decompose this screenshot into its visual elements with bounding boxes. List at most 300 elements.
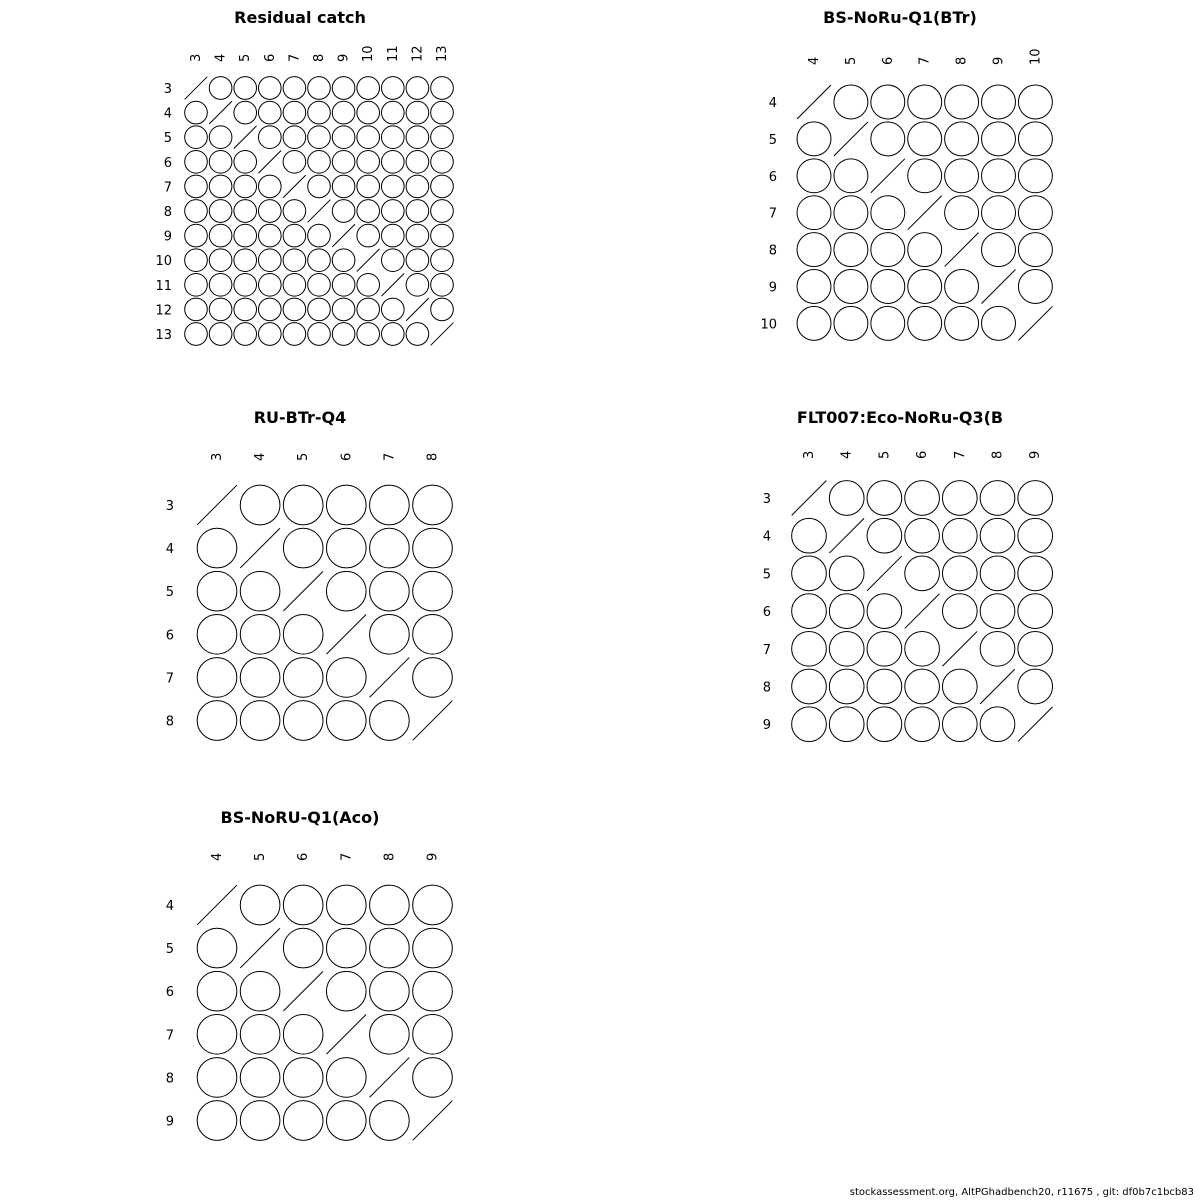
correlation-circle <box>413 1014 453 1054</box>
col-tick-label: 6 <box>915 450 931 459</box>
correlation-circle <box>283 200 306 223</box>
row-tick-label: 8 <box>762 680 771 696</box>
correlation-circle <box>945 122 979 156</box>
correlation-circle <box>381 126 404 149</box>
correlation-circle <box>283 1058 323 1098</box>
correlation-circle <box>942 669 977 704</box>
correlation-circle <box>381 249 404 272</box>
row-tick-label: 7 <box>768 206 777 222</box>
correlation-circle <box>197 658 237 698</box>
col-tick-label: 6 <box>296 852 312 861</box>
correlation-circle <box>332 175 355 198</box>
correlation-circle <box>240 1014 280 1054</box>
correlation-circle <box>829 556 864 591</box>
footer-credit: stockassessment.org, AltPGhadbench20, r11675 , git: df0b7c1bcb83 <box>849 1187 1194 1198</box>
correlation-circle <box>829 631 864 666</box>
correlation-circle <box>905 556 940 591</box>
correlation-circle <box>797 122 831 156</box>
correlation-circle <box>980 556 1015 591</box>
col-tick-label: 7 <box>287 53 303 62</box>
correlation-circle <box>908 85 942 119</box>
correlation-circle <box>370 928 410 968</box>
correlation-circle <box>905 669 940 704</box>
row-tick-label: 4 <box>165 542 174 558</box>
diagonal-mark <box>413 1101 453 1141</box>
correlation-circle <box>258 77 281 100</box>
col-tick-label: 9 <box>991 56 1007 65</box>
diagonal-mark <box>945 233 979 267</box>
correlation-circle <box>234 77 257 100</box>
correlation-circle <box>980 518 1015 553</box>
correlation-circle <box>945 196 979 230</box>
correlation-circle <box>209 200 232 223</box>
correlation-circle <box>234 249 257 272</box>
correlation-circle <box>792 707 827 742</box>
correlation-circle <box>370 885 410 925</box>
correlation-circle <box>406 249 429 272</box>
correlation-circle <box>1018 159 1052 193</box>
correlation-circle <box>240 485 280 525</box>
correlation-circle <box>308 150 331 173</box>
correlation-circle <box>413 658 453 698</box>
correlation-circle <box>1018 518 1053 553</box>
row-tick-label: 4 <box>165 899 174 914</box>
correlation-circle <box>834 233 868 267</box>
correlation-circle <box>240 1101 280 1141</box>
correlation-circle <box>283 928 323 968</box>
correlation-circle <box>413 485 453 525</box>
correlation-circle <box>185 150 208 173</box>
correlation-circle <box>234 200 257 223</box>
correlation-circle <box>381 101 404 124</box>
correlation-circle <box>431 175 454 198</box>
col-tick-label: 8 <box>954 56 970 65</box>
col-tick-label: 8 <box>382 852 398 861</box>
correlation-circle <box>1018 122 1052 156</box>
correlation-circle <box>258 200 281 223</box>
correlation-circle <box>982 85 1016 119</box>
col-tick-label: 8 <box>425 452 441 461</box>
correlation-circle <box>332 77 355 100</box>
row-tick-label: 8 <box>165 714 174 730</box>
row-tick-label: 12 <box>155 303 172 319</box>
correlation-circle <box>406 101 429 124</box>
correlation-circle <box>406 273 429 296</box>
correlation-circle <box>258 298 281 321</box>
row-tick-label: 6 <box>762 605 771 621</box>
diagonal-mark <box>234 126 257 149</box>
col-tick-label: 8 <box>312 53 327 62</box>
correlation-circle <box>1018 481 1053 516</box>
correlation-circle <box>431 77 454 100</box>
col-tick-label: 3 <box>802 450 817 459</box>
col-tick-label: 7 <box>917 56 933 65</box>
correlation-circle <box>308 175 331 198</box>
correlation-circle <box>431 126 454 149</box>
diagonal-mark <box>283 175 306 198</box>
correlation-circle <box>908 306 942 340</box>
correlation-circle <box>942 594 977 629</box>
correlation-circle <box>406 77 429 100</box>
correlation-circle <box>1018 270 1052 304</box>
correlation-circle <box>1018 85 1052 119</box>
row-tick-label: 8 <box>165 1071 174 1087</box>
correlation-circle <box>829 594 864 629</box>
correlation-circle <box>326 928 366 968</box>
correlation-circle <box>209 224 232 247</box>
diagonal-mark <box>326 614 366 654</box>
row-tick-label: 3 <box>163 82 172 97</box>
row-tick-label: 6 <box>163 155 172 171</box>
correlation-circle <box>829 707 864 742</box>
diagonal-mark <box>792 481 827 516</box>
col-tick-label: 13 <box>435 45 450 62</box>
correlation-circle <box>185 175 208 198</box>
correlation-circle <box>326 1058 366 1098</box>
correlation-circle <box>326 885 366 925</box>
correlation-circle <box>283 658 323 698</box>
correlation-circle <box>197 571 237 611</box>
col-tick-label: 7 <box>339 852 355 861</box>
correlation-circle <box>240 885 280 925</box>
correlation-circle <box>357 101 380 124</box>
row-tick-label: 5 <box>165 942 174 958</box>
correlation-circle <box>234 101 257 124</box>
correlation-circle <box>240 1058 280 1098</box>
correlation-circle <box>308 224 331 247</box>
correlation-circle <box>834 196 868 230</box>
col-tick-label: 5 <box>296 452 312 461</box>
correlation-circle <box>1018 233 1052 267</box>
diagonal-mark <box>240 928 280 968</box>
correlation-circle <box>905 631 940 666</box>
correlation-circle <box>413 528 453 568</box>
correlation-circle <box>792 631 827 666</box>
correlation-circle <box>370 614 410 654</box>
col-tick-label: 3 <box>210 452 225 461</box>
correlation-circle <box>905 707 940 742</box>
correlation-circle <box>370 1101 410 1141</box>
row-tick-label: 4 <box>163 106 172 122</box>
diagonal-mark <box>406 298 429 321</box>
correlation-circle <box>829 669 864 704</box>
correlation-circle <box>413 1058 453 1098</box>
diagonal-mark <box>185 77 208 100</box>
row-tick-label: 7 <box>163 180 172 196</box>
diagonal-mark <box>197 885 237 925</box>
col-tick-label: 3 <box>189 53 204 62</box>
diagonal-mark <box>326 1014 366 1054</box>
correlation-circle <box>283 273 306 296</box>
correlation-circle <box>381 323 404 346</box>
correlation-circle <box>370 528 410 568</box>
panel-title: BS-NoRu-Q1(BTr) <box>823 8 977 27</box>
col-tick-label: 9 <box>425 852 441 861</box>
corr-panel-1 <box>155 8 453 345</box>
col-tick-label: 8 <box>990 450 1006 459</box>
correlation-circle <box>234 150 257 173</box>
correlation-circle <box>381 200 404 223</box>
correlation-circle <box>867 707 902 742</box>
correlation-circle <box>283 150 306 173</box>
correlation-circle <box>370 485 410 525</box>
correlation-circle <box>258 249 281 272</box>
correlation-circle <box>258 323 281 346</box>
correlation-circle <box>332 150 355 173</box>
correlation-circle <box>871 122 905 156</box>
correlation-circle <box>258 126 281 149</box>
correlation-circle <box>357 175 380 198</box>
correlation-circle <box>240 614 280 654</box>
correlation-circle <box>942 481 977 516</box>
correlation-circle <box>980 594 1015 629</box>
correlation-circle <box>326 485 366 525</box>
correlation-circle <box>905 518 940 553</box>
correlation-circle <box>1018 631 1053 666</box>
correlation-circle <box>982 159 1016 193</box>
correlation-circle <box>326 571 366 611</box>
correlation-circle <box>834 270 868 304</box>
correlation-circle <box>209 249 232 272</box>
col-tick-label: 10 <box>361 45 377 62</box>
correlation-circle <box>258 175 281 198</box>
correlation-circle <box>308 77 331 100</box>
correlation-circle <box>381 224 404 247</box>
correlation-circle <box>332 298 355 321</box>
correlation-circle <box>234 323 257 346</box>
correlation-circle <box>209 126 232 149</box>
correlation-circle <box>942 518 977 553</box>
row-tick-label: 4 <box>762 529 771 545</box>
col-tick-label: 4 <box>807 56 822 65</box>
correlation-circle <box>326 528 366 568</box>
correlation-circle <box>209 150 232 173</box>
correlation-circle <box>867 518 902 553</box>
correlation-circle <box>792 669 827 704</box>
diagonal-mark <box>797 85 831 119</box>
correlation-circle <box>797 306 831 340</box>
correlation-circle <box>871 233 905 267</box>
correlation-circle <box>908 159 942 193</box>
correlation-circle <box>185 249 208 272</box>
corr-panel-4 <box>763 408 1053 742</box>
correlation-circle <box>185 200 208 223</box>
correlation-circle <box>406 175 429 198</box>
diagonal-mark <box>431 323 454 346</box>
correlation-circle <box>431 200 454 223</box>
panel-title: Residual catch <box>234 8 366 27</box>
correlation-circle <box>283 77 306 100</box>
diagonal-mark <box>829 518 864 553</box>
correlation-circle <box>240 658 280 698</box>
correlation-circle <box>1018 556 1053 591</box>
correlation-circle <box>834 85 868 119</box>
correlation-circle <box>908 270 942 304</box>
corr-panel-5 <box>166 808 453 1140</box>
correlation-circle <box>980 481 1015 516</box>
diagonal-mark <box>370 658 410 698</box>
diagonal-mark <box>332 224 355 247</box>
correlation-circle <box>413 928 453 968</box>
diagonal-mark <box>908 196 942 230</box>
row-tick-label: 9 <box>163 229 172 245</box>
correlation-circle <box>283 101 306 124</box>
diagonal-mark <box>381 273 404 296</box>
correlation-circle <box>431 224 454 247</box>
correlation-circle <box>357 323 380 346</box>
diagonal-mark <box>209 101 232 124</box>
correlation-circle <box>283 323 306 346</box>
correlation-circle <box>332 101 355 124</box>
correlation-circle <box>197 701 237 741</box>
diagonal-mark <box>357 249 380 272</box>
correlation-circle <box>185 126 208 149</box>
correlation-circle <box>326 971 366 1011</box>
correlation-circle <box>829 481 864 516</box>
row-tick-label: 4 <box>768 96 777 111</box>
correlation-circle <box>197 614 237 654</box>
diagonal-mark <box>283 571 323 611</box>
correlation-circle <box>357 298 380 321</box>
correlation-circle <box>406 323 429 346</box>
correlation-circle <box>326 658 366 698</box>
row-tick-label: 8 <box>163 205 172 220</box>
correlation-circle <box>283 126 306 149</box>
correlation-circle <box>381 77 404 100</box>
diagonal-mark <box>308 200 331 223</box>
correlation-circle <box>357 273 380 296</box>
correlation-circle <box>834 306 868 340</box>
correlation-circle <box>332 200 355 223</box>
correlation-circle <box>283 1101 323 1141</box>
correlation-circle <box>980 707 1015 742</box>
row-tick-label: 3 <box>165 499 174 514</box>
correlation-circle <box>283 528 323 568</box>
correlation-circle <box>370 571 410 611</box>
diagonal-mark <box>283 971 323 1011</box>
corr-panel-3 <box>166 408 453 740</box>
row-tick-label: 7 <box>762 642 771 658</box>
diagonal-mark <box>258 150 281 173</box>
correlation-circle <box>834 159 868 193</box>
col-tick-label: 7 <box>382 452 398 461</box>
correlation-circle <box>283 224 306 247</box>
correlation-circle <box>871 196 905 230</box>
correlation-circle <box>332 273 355 296</box>
correlation-circle <box>413 614 453 654</box>
correlation-circle <box>240 571 280 611</box>
correlation-circle <box>792 594 827 629</box>
correlation-circle <box>867 481 902 516</box>
diagonal-mark <box>834 122 868 156</box>
row-tick-label: 6 <box>165 985 174 1001</box>
correlation-circle <box>308 273 331 296</box>
correlation-circle <box>370 1014 410 1054</box>
correlation-circle <box>234 224 257 247</box>
correlation-circle <box>406 126 429 149</box>
col-tick-label: 9 <box>336 53 352 62</box>
correlation-circle <box>867 669 902 704</box>
diagonal-mark <box>413 701 453 741</box>
correlation-circle <box>197 971 237 1011</box>
correlation-circle <box>308 323 331 346</box>
correlation-circle <box>197 1014 237 1054</box>
col-tick-label: 7 <box>952 450 968 459</box>
correlation-circle <box>185 101 208 124</box>
correlation-circle <box>797 159 831 193</box>
row-tick-label: 7 <box>165 671 174 687</box>
correlation-circle <box>942 707 977 742</box>
correlation-circle <box>431 150 454 173</box>
correlation-circle <box>381 298 404 321</box>
correlation-circle <box>871 85 905 119</box>
col-tick-label: 6 <box>262 53 278 62</box>
correlation-circle <box>185 298 208 321</box>
correlation-circle <box>867 631 902 666</box>
correlation-circle <box>308 298 331 321</box>
correlation-circle <box>234 298 257 321</box>
correlation-circle <box>209 323 232 346</box>
correlation-circle <box>982 306 1016 340</box>
correlation-circle <box>945 85 979 119</box>
correlation-circle <box>1018 196 1052 230</box>
correlation-circle <box>283 614 323 654</box>
row-tick-label: 5 <box>165 585 174 601</box>
col-tick-label: 6 <box>339 452 355 461</box>
row-tick-label: 13 <box>155 328 172 343</box>
correlation-circle <box>792 518 827 553</box>
correlation-circle <box>406 150 429 173</box>
correlation-circle <box>357 224 380 247</box>
correlation-circle <box>357 126 380 149</box>
col-tick-label: 4 <box>839 450 855 459</box>
correlation-circle <box>308 101 331 124</box>
col-tick-label: 11 <box>385 45 401 62</box>
col-tick-label: 9 <box>1028 450 1044 459</box>
correlation-circle <box>234 273 257 296</box>
row-tick-label: 6 <box>768 169 777 185</box>
correlation-circle <box>240 701 280 741</box>
col-tick-label: 5 <box>877 450 893 459</box>
corr-panel-2 <box>760 8 1052 340</box>
row-tick-label: 5 <box>768 132 777 148</box>
correlation-circle <box>413 571 453 611</box>
col-tick-label: 6 <box>880 56 896 65</box>
correlation-circle <box>431 298 454 321</box>
correlation-circle <box>797 196 831 230</box>
correlation-circle <box>792 556 827 591</box>
correlation-circle <box>945 270 979 304</box>
col-tick-label: 5 <box>238 53 254 62</box>
correlation-circle <box>209 175 232 198</box>
correlation-circle <box>942 556 977 591</box>
correlation-circle <box>357 77 380 100</box>
correlation-circle <box>980 631 1015 666</box>
correlation-circle <box>308 126 331 149</box>
correlation-circle <box>332 249 355 272</box>
correlation-circle <box>258 224 281 247</box>
row-tick-label: 8 <box>768 243 777 259</box>
correlation-circle <box>982 122 1016 156</box>
correlation-circle <box>908 122 942 156</box>
row-tick-label: 9 <box>762 718 771 734</box>
correlation-circle <box>209 273 232 296</box>
row-tick-label: 9 <box>165 1114 174 1130</box>
correlation-circle <box>283 701 323 741</box>
diagonal-mark <box>980 669 1015 704</box>
correlation-circle <box>406 200 429 223</box>
row-tick-label: 5 <box>762 567 771 583</box>
